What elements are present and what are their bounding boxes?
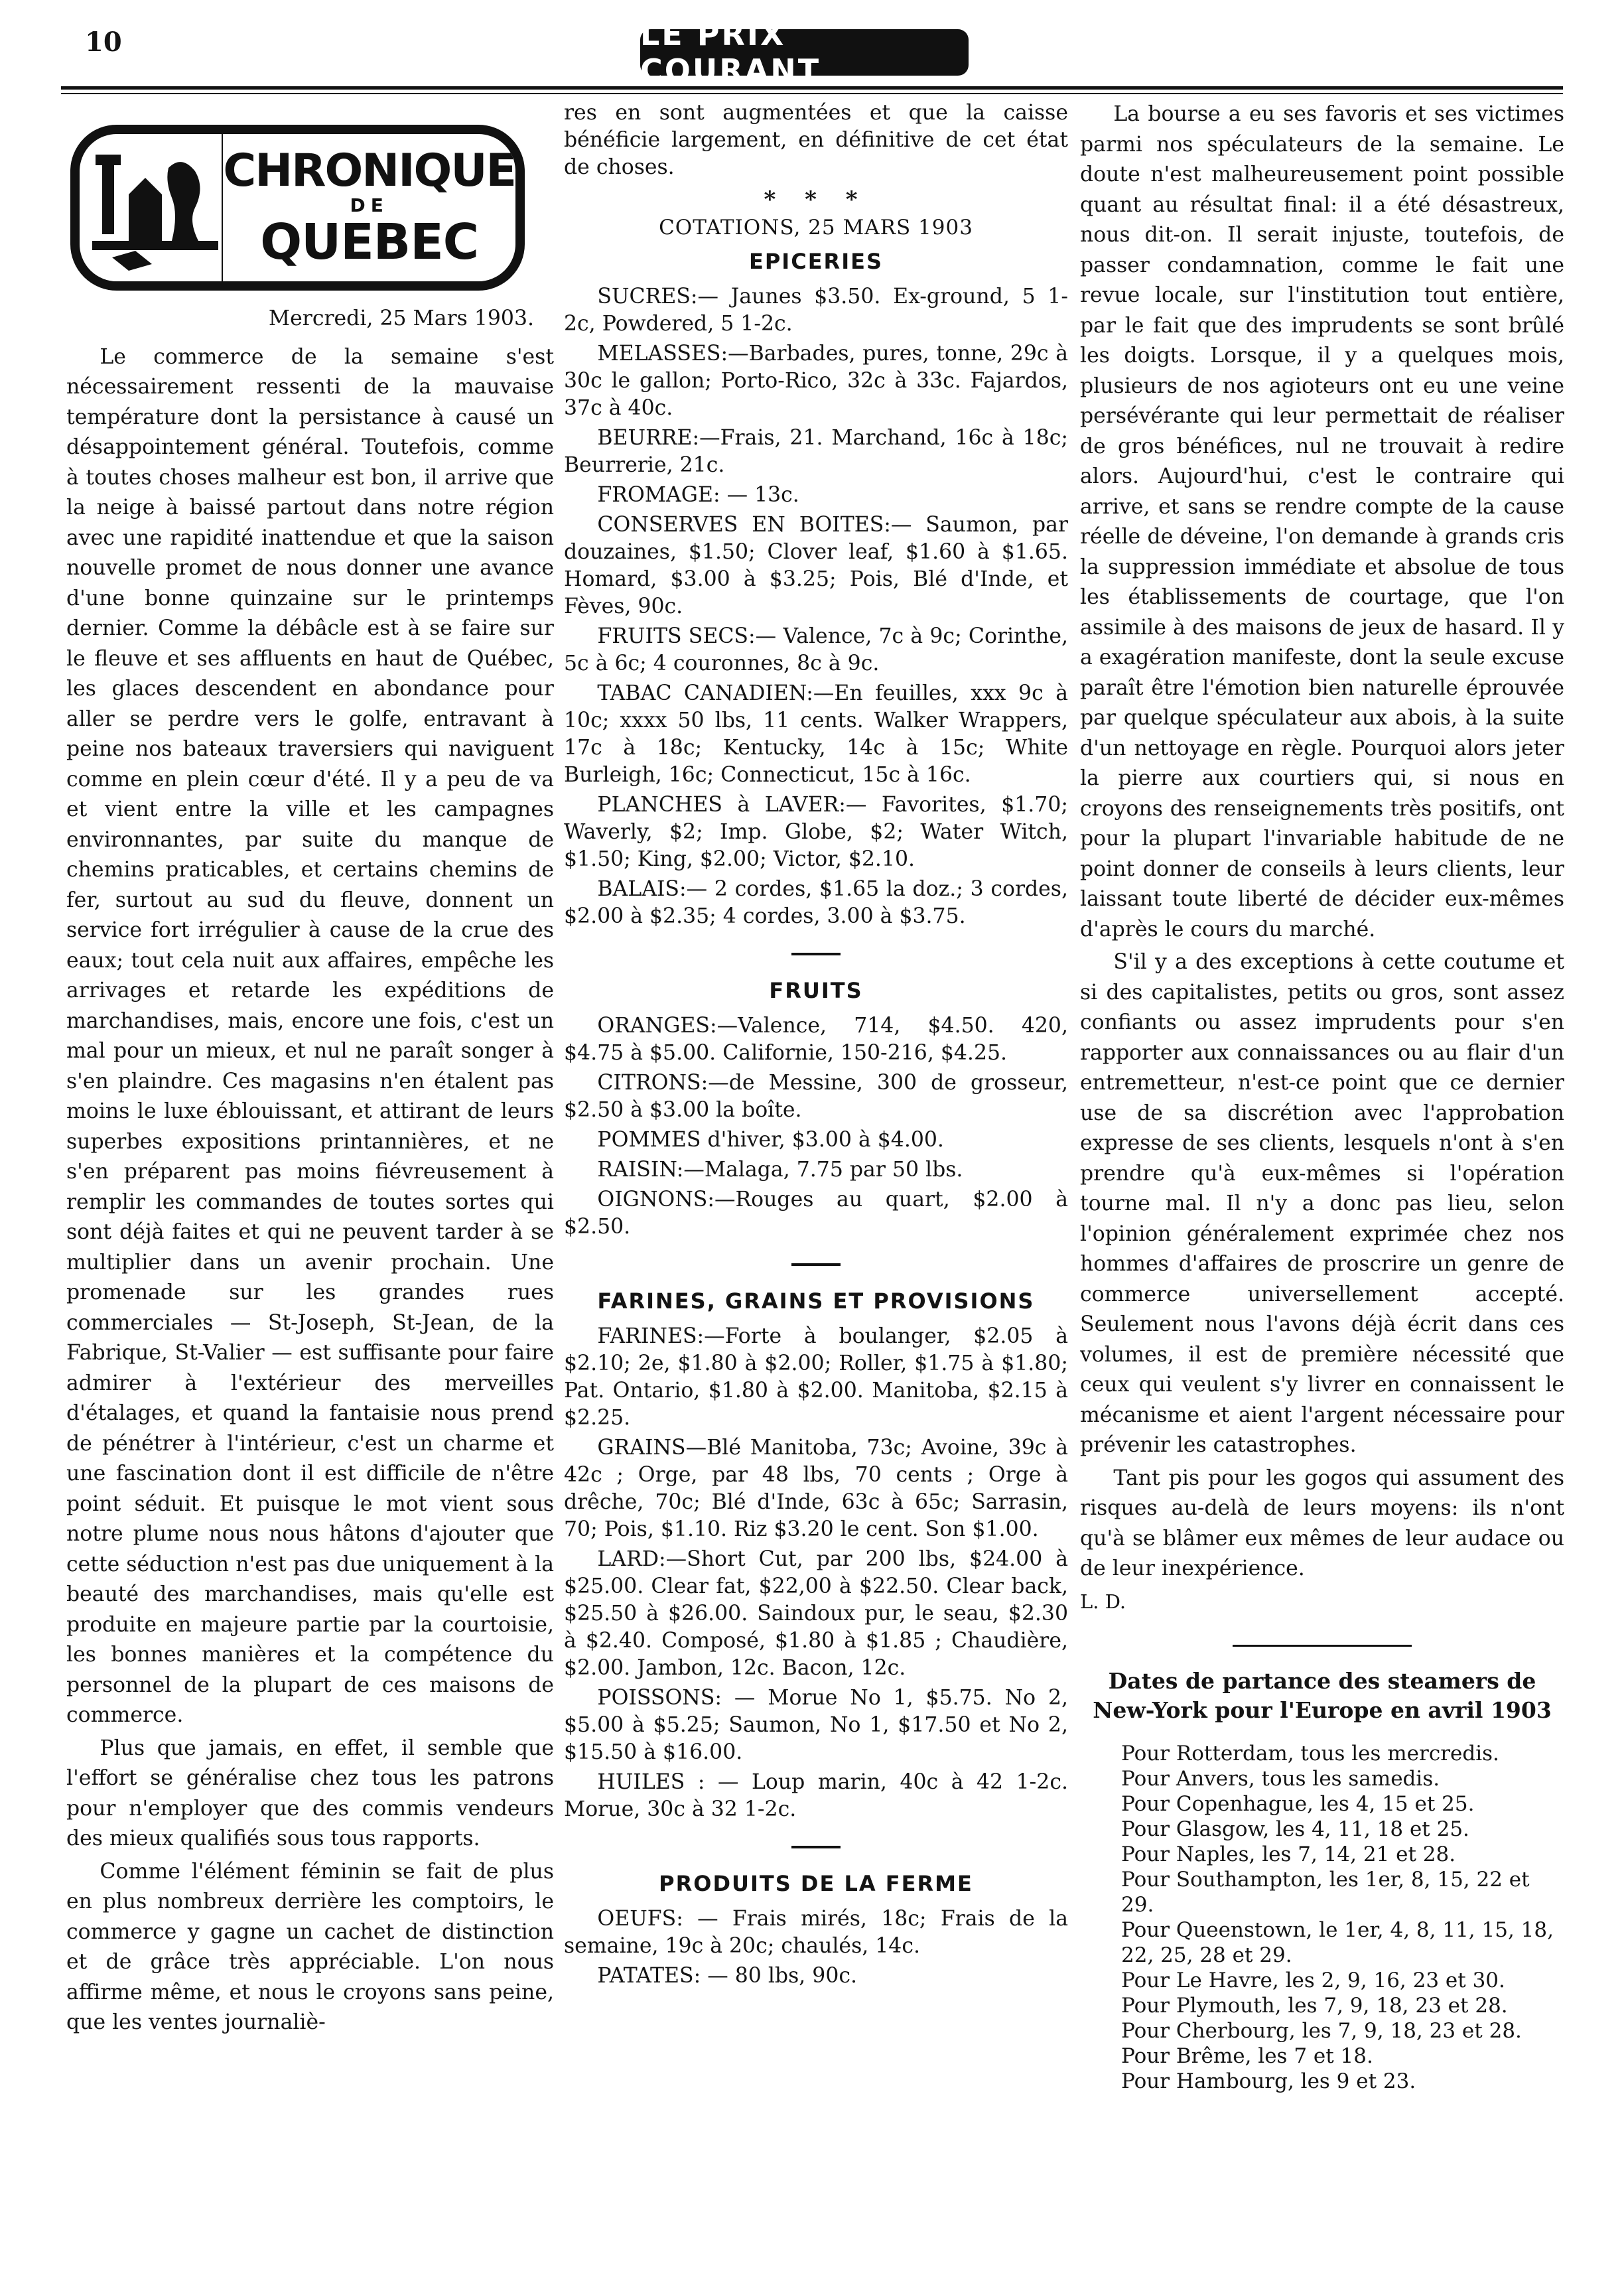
price-item: FARINES:—Forte à boulanger, $2.05 à $2.10; 2e, $1.80 à $2.00; Roller, $1.75 à $1.80; Pat. Ontario, $1.80 à $2.00. Manitoba, $2.15 à $2.25. [564,1324,1068,1430]
steamer-item: Pour Glasgow, les 4, 11, 18 et 25. [1121,1817,1469,1841]
price-item: ORANGES:—Valence, 714, $4.50. 420, $4.75 à $5.00. Californie, 150-216, $4.25. [564,1014,1068,1065]
steamer-item: Pour Le Havre, les 2, 9, 16, 23 et 30. [1121,1969,1505,1992]
price-item: SUCRES:— Jaunes $3.50. Ex-ground, 5 1-2c, Powdered, 5 1-2c. [564,285,1068,336]
steamer-item: Pour Brême, les 7 et 18. [1121,2044,1373,2068]
section-heading-farines: FARINES, GRAINS ET PROVISIONS [597,1288,1035,1314]
section-heading-fruits: FRUITS [769,978,863,1003]
city-illustration-icon [89,140,222,276]
section-stars: * * * [764,186,868,213]
section-heading-epiceries: EPICERIES [748,249,883,274]
section-divider [791,1846,841,1848]
article-paragraph: Comme l'élément féminin se fait de plus en plus nombreux derrière les comptoirs, le commerce y gagne un cachet de distinction et de grâce très appréciable. L'on nous affirme même, et nous le croyons sans peine, que les ventes journaliè- [66,1859,554,2034]
column-1 [66,100,554,2041]
price-item: RAISIN:—Malaga, 7.75 par 50 lbs. [597,1158,963,1182]
price-item: CITRONS:—de Messine, 300 de grosseur, $2.50 à $3.00 la boîte. [564,1071,1068,1122]
price-item: POISSONS: — Morue No 1, $5.75. No 2, $5.00 à $5.25; Saumon, No 1, $17.50 et No 2, $15.50 à $16.00. [564,1686,1068,1764]
section-heading-produits: PRODUITS DE LA FERME [659,1871,973,1896]
steamer-item: Pour Anvers, tous les samedis. [1121,1767,1440,1791]
price-item: HUILES : — Loup marin, 40c à 42 1-2c. Morue, 30c à 32 1-2c. [564,1770,1068,1821]
price-item: FRUITS SECS:— Valence, 7c à 9c; Corinthe, 5c à 6c; 4 couronnes, 8c à 9c. [564,624,1068,675]
cotations-title: COTATIONS, 25 MARS 1903 [659,216,973,240]
steamer-item: Pour Plymouth, les 7, 9, 18, 23 et 28. [1121,1994,1508,2018]
steamer-item: Pour Queenstown, le 1er, 4, 8, 11, 15, 18, 22, 25, 28 et 29. [1121,1918,1554,1967]
price-item: POMMES d'hiver, $3.00 à $4.00. [597,1128,944,1152]
price-item: PLANCHES à LAVER:— Favorites, $1.70; Waverly, $2; Imp. Globe, $2; Water Witch, $1.50; King, $2.00; Victor, $2.10. [564,793,1068,871]
price-item: PATATES: — 80 lbs, 90c. [597,1964,858,1988]
steamer-item: Pour Cherbourg, les 7, 9, 18, 23 et 28. [1121,2019,1522,2043]
article-paragraph: La bourse a eu ses favoris et ses victimes parmi nos spéculateurs de la semaine. Le doute n'est malheureusement point possible quant au résultat final: il a été désastreux, nous dit-on. Il serait injuste, toutefois, de passer condamnation, comme le fait une revue locale, sur l'institution tout entière, par le fait que des imprudents se sont brûlé les doigts. Lorsque, il y a quelques mois, plusieurs de nos agioteurs ont eu une veine persévérante qui leur permettait de réaliser de gros bénéfices, nul ne trouvait à redire alors. Aujourd'hui, c'est le contraire qui arrive, et sans se rendre compte de la cause réelle de déveine, l'on demande à grands cris la suppression immédiate et absolue de tous les établissements de courtage, que l'on assimile à des maisons de jeux de hasard. Il y a exagération manifeste, dont la seule excuse paraît être l'émotion bien naturelle éprouvée par quelque spéculateur aux abois, à la suite d'un nettoyage en règle. Pourquoi alors jeter la pierre aux courtiers qui, si nous en croyons des renseignements très positifs, ont pour la plupart l'invariable habitude de ne point donner de conseils à leurs clients, leur laissant toute liberté de décider eux-mêmes d'après le cours du marché. [1080,102,1564,941]
article-continuation: res en sont augmentées et que la caisse bénéficie largement, en définitive de cet état de choses. [564,101,1068,179]
header-rule [61,86,1563,90]
dateline: Mercredi, 25 Mars 1903. [268,307,534,330]
price-item: BEURRE:—Frais, 21. Marchand, 16c à 18c; Beurrerie, 21c. [564,426,1068,477]
price-item: OEUFS: — Frais mirés, 18c; Frais de la semaine, 19c à 20c; chaulés, 14c. [564,1907,1068,1958]
price-item: GRAINS—Blé Manitoba, 73c; Avoine, 39c à 42c ; Orge, par 48 lbs, 70 cents ; Orge à drêche, 70c; Blé d'Inde, 63c à 65c; Sarrasin, 70; Pois, $1.10. Riz $3.20 le cent. Son $1.00. [564,1436,1068,1541]
article-paragraph: Plus que jamais, en effet, il semble que l'effort se généralise chez tous les patrons pour n'employer que des commis vendeurs des mieux qualifiés sous tous rapports. [66,1736,554,1850]
logo-chronique: CHRONIQUE [223,145,515,197]
column-2 [564,100,1068,1992]
steamer-item: Pour Rotterdam, tous les mercredis. [1121,1742,1499,1766]
section-divider [791,953,841,955]
header-rule-thin [61,93,1563,94]
price-item: BALAIS:— 2 cordes, $1.65 la doz.; 3 cordes, $2.00 à $2.35; 4 cordes, 3.00 à $3.75. [564,877,1068,928]
section-divider [1233,1645,1412,1647]
chronique-de-quebec-logo [70,125,525,291]
price-item: TABAC CANADIEN:—En feuilles, xxx 9c à 10c; xxxx 50 lbs, 11 cents. Walker Wrappers, 17c à 18c; Kentucky, 14c à 15c; White Burleigh, 16c; Connecticut, 15c à 16c. [564,681,1068,787]
article-paragraph: Tant pis pour les gogos qui assument des risques au-delà de leurs moyens: ils n'ont qu'à se blâmer eux mêmes de leur audace ou de leur inexpérience. [1080,1466,1564,1580]
price-item: MELASSES:—Barbades, pures, tonne, 29c à 30c le gallon; Porto-Rico, 32c à 33c. Fajardos, 37c à 40c. [564,342,1068,420]
steamer-item: Pour Naples, les 7, 14, 21 et 28. [1121,1842,1456,1866]
signature: L. D. [1080,1590,1126,1613]
steamer-item: Pour Copenhague, les 4, 15 et 25. [1121,1792,1475,1816]
steamer-item: Pour Southampton, les 1er, 8, 15, 22 et 29. [1121,1868,1530,1917]
price-item: FROMAGE: — 13c. [597,483,799,507]
page-number: 10 [85,27,122,58]
section-divider [791,1263,841,1266]
column-3 [1080,100,1564,2094]
logo-de: DE [350,194,389,216]
logo-quebec: QUEBEC [260,214,479,271]
article-paragraph: Le commerce de la semaine s'est nécessairement ressenti de la mauvaise température dont la persistance à causé un désappointement général. Toutefois, comme à toutes choses malheur est bon, il arrive que la neige à baissé partout dans notre région avec une rapidité inattendue et que la saison nouvelle promet de nous donner une avance d'une bonne quinzaine sur le printemps dernier. Comme la débâcle est à se faire sur le fleuve et ses affluents en haut de Québec, les glaces descendent en abondance pour aller se perdre vers le golfe, entravant à peine nos bateaux traversiers qui naviguent comme en plein cœur d'été. Il y a peu de va et vient entre la ville et les campagnes environnantes, par suite du manque de chemins praticables, et certains chemins de fer, surtout au sud du fleuve, donnent un service fort irrégulier à cause de la crue des eaux; tout cela nuit aux affaires, empêche les arrivages et retarde les expéditions de marchandises, mais, encore une fois, c'est un mal pour un mieux, et nul ne paraît songer à s'en plaindre. Ces magasins n'en étalent pas moins le luxe éblouissant, et attirant de leurs superbes expositions printannières, et ne s'en préparent pas moins fiévreusement à remplir les commandes de toutes sortes qui sont déjà faites et qui ne peuvent tarder à se multiplier dans un avenir prochain. Une promenade sur les grandes rues commerciales — St-Joseph, St-Jean, de la Fabrique, St-Valier — est suffisante pour faire admirer à l'extérieur des merveilles d'étalages, et quand la fantaisie nous prend de pénétrer à l'intérieur, c'est un charme et une fascination dont il est difficile de n'être point séduit. Et puisque le mot vient sous notre plume nous nous hâtons d'ajouter que cette séduction n'est pas due uniquement à la beauté des marchandises, mais qu'elle est produite en majeure partie par la courtoisie, les bonnes manières et la compétence du personnel de la plupart de ces maisons de commerce. [66,344,554,1727]
steamer-item: Pour Hambourg, les 9 et 23. [1121,2069,1416,2093]
article-paragraph: S'il y a des exceptions à cette coutume et si des capitalistes, petits ou gros, sont assez confiants ou assez imprudents pour s'en rapporter aux connaissances ou au flair d'un entremetteur, n'est-ce point que ce dernier use de sa discrétion avec l'approbation expresse de ses clients, lesquels n'ont à s'en prendre qu'à eux-mêmes si l'opération tourne mal. Il n'y a donc pas lieu, selon l'opinion généralement exprimée chez nos hommes d'affaires de proscrire un genre de commerce universellement accepté. Seulement nous l'avons déjà écrit dans ces volumes, il est de première nécessité que ceux qui veulent s'y livrer en connaissent le mécanisme et aient l'argent nécessaire pour prévenir les catastrophes. [1080,950,1564,1457]
logo-text [223,147,515,269]
price-item: CONSERVES EN BOITES:— Saumon, par douzaines, $1.50; Clover leaf, $1.60 à $1.65. Homard, $3.00 à $3.25; Pois, Blé d'Inde, et Fèves, 90c. [564,513,1068,618]
price-item: OIGNONS:—Rouges au quart, $2.00 à $2.50. [564,1188,1068,1239]
masthead-logo: LE PRIX COURANT [640,29,969,76]
price-item: LARD:—Short Cut, par 200 lbs, $24.00 à $25.00. Clear fat, $22,00 à $22.50. Clear back, $25.50 à $26.00. Saindoux pur, le seau, $2.30 à $2.40. Composé, $1.80 à $1.85 ; Chaudière, $2.00. Jambon, 12c. Bacon, 12c. [564,1547,1068,1680]
steamers-heading: Dates de partance des steamers de New-York pour l'Europe en avril 1903 [1093,1668,1552,1723]
